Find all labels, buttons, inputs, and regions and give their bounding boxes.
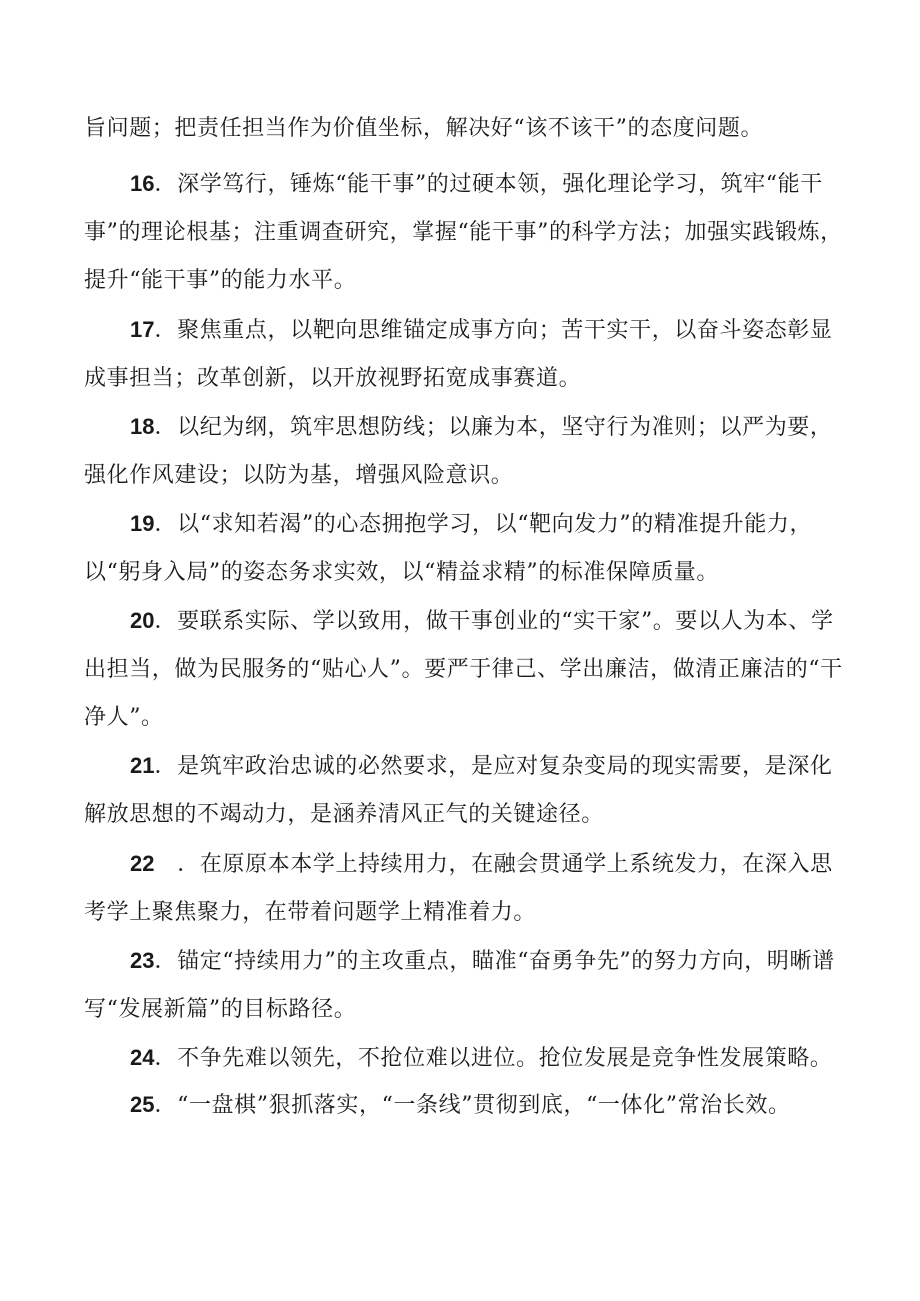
item-number: 25 [130,1092,155,1117]
list-item-21 [84,742,844,839]
item-separator: ． [154,1093,178,1118]
item-text: 聚焦重点，以靶向思维锚定成事方向；苦干实干，以奋斗姿态彰显成事担当；改革创新，以开放视野拓宽成事赛道。 [84,318,833,391]
list-item-16 [84,160,844,305]
list-item-25 [84,1081,844,1130]
list-item-17 [84,306,844,403]
item-number: 18 [130,414,155,439]
item-separator: ． [154,852,200,877]
item-separator: ． [154,949,178,974]
item-number: 20 [130,608,155,633]
item-text: 要联系实际、学以致用，做干事创业的“实干家”。要以人为本、学出担当，做为民服务的“贴心人”。要严于律己、学出廉洁，做清正廉洁的“干净人”。 [84,609,843,730]
item-separator: ． [154,512,178,537]
item-text: 以纪为纲，筑牢思想防线；以廉为本，坚守行为准则；以严为要，强化作风建设；以防为基，增强风险意识。 [84,415,833,488]
item-number: 21 [130,753,155,778]
item-text: 不争先难以领先，不抢位难以进位。抢位发展是竞争性发展策略。 [177,1046,833,1071]
item-separator: ． [154,172,178,197]
item-number: 17 [130,317,155,342]
item-number: 19 [130,511,155,536]
list-item-23 [84,937,844,1034]
item-text: 深学笃行，锤炼“能干事”的过硬本领，强化理论学习，筑牢“能干事”的理论根基；注重调查研究，掌握“能干事”的科学方法；加强实践锻炼，提升“能干事”的能力水平。 [84,172,843,293]
item-separator: ． [154,609,178,634]
list-item-18 [84,403,844,500]
item-separator: ． [154,318,178,343]
paragraph-continuation [84,105,844,153]
item-text: 在原原本本学上持续用力，在融会贯通学上系统发力，在深入思考学上聚焦聚力，在带着问题学上精准着力。 [84,852,833,925]
item-number: 24 [130,1045,155,1070]
item-text: 锚定“持续用力”的主攻重点，瞄准“奋勇争先”的努力方向，明晰谱写“发展新篇”的目标路径。 [84,949,835,1022]
list-item-22 [84,840,844,937]
item-text: 是筑牢政治忠诚的必然要求，是应对复杂变局的现实需要，是深化解放思想的不竭动力，是涵养清风正气的关键途径。 [84,754,833,827]
list-item-19 [84,500,844,597]
item-number: 23 [130,948,155,973]
paragraph-text: 旨问题；把责任担当作为价值坐标，解决好“该不该干”的态度问题。 [84,116,764,141]
item-number: 22 [130,851,155,876]
list-item-24 [84,1034,844,1083]
item-separator: ． [154,1046,178,1071]
item-text: 以“求知若渴”的心态拥抱学习，以“靶向发力”的精准提升能力，以“躬身入局”的姿态务求实效，以“精益求精”的标准保障质量。 [84,512,813,585]
list-item-20 [84,597,844,742]
item-number: 16 [130,171,155,196]
item-text: “一盘棋”狠抓落实，“一条线”贯彻到底，“一体化”常治长效。 [177,1093,791,1118]
item-separator: ． [154,754,178,779]
item-separator: ． [154,415,178,440]
